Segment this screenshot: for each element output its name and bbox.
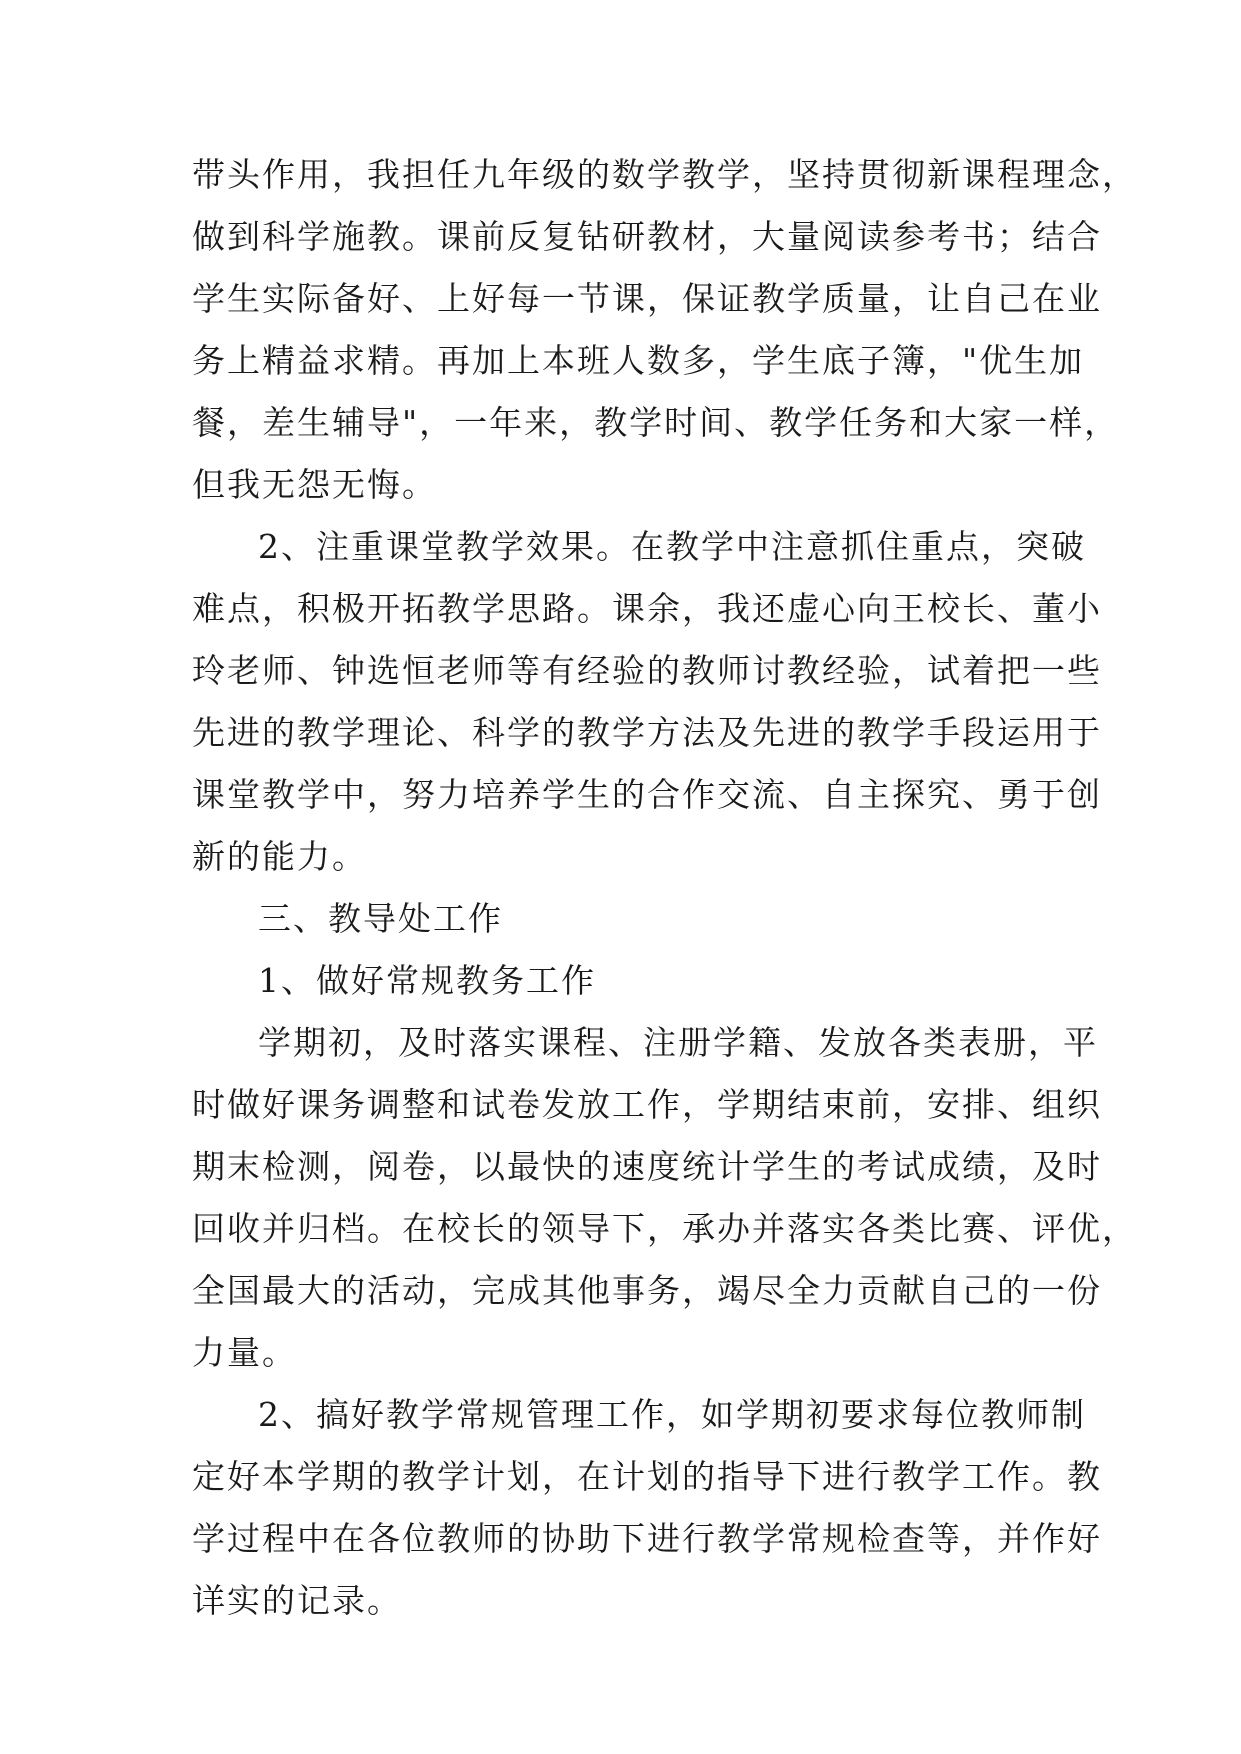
subsection-heading: 1、做好常规教务工作 bbox=[258, 961, 596, 1000]
paragraph-first-line: 学期初，及时落实课程、注册学籍、发放各类表册，平 bbox=[258, 1023, 1098, 1062]
text-line: 务上精益求精。再加上本班人数多，学生底子簿，"优生加 bbox=[192, 341, 1085, 380]
text-line: 时做好课务调整和试卷发放工作，学期结束前，安排、组织 bbox=[192, 1085, 1102, 1124]
paragraph-first-line: 2、搞好教学常规管理工作，如学期初要求每位教师制 bbox=[258, 1395, 1086, 1434]
text-line: 详实的记录。 bbox=[192, 1581, 402, 1620]
text-line: 全国最大的活动，完成其他事务，竭尽全力贡献自己的一份 bbox=[192, 1271, 1102, 1310]
text-line: 定好本学期的教学计划，在计划的指导下进行教学工作。教 bbox=[192, 1457, 1102, 1496]
text-line: 课堂教学中，努力培养学生的合作交流、自主探究、勇于创 bbox=[192, 775, 1102, 814]
text-line: 学生实际备好、上好每一节课，保证教学质量，让自己在业 bbox=[192, 279, 1102, 318]
section-heading: 三、教导处工作 bbox=[258, 899, 503, 938]
text-line: 先进的教学理论、科学的教学方法及先进的教学手段运用于 bbox=[192, 713, 1102, 752]
text-line: 玲老师、钟选恒老师等有经验的教师讨教经验，试着把一些 bbox=[192, 651, 1102, 690]
text-line: 餐，差生辅导"，一年来，教学时间、教学任务和大家一样， bbox=[192, 403, 1120, 442]
text-line: 难点，积极开拓教学思路。课余，我还虚心向王校长、董小 bbox=[192, 589, 1102, 628]
text-line: 新的能力。 bbox=[192, 837, 367, 876]
text-line: 但我无怨无悔。 bbox=[192, 465, 437, 504]
text-line: 带头作用，我担任九年级的数学教学，坚持贯彻新课程理念， bbox=[192, 155, 1137, 194]
text-line: 学过程中在各位教师的协助下进行教学常规检查等，并作好 bbox=[192, 1519, 1102, 1558]
document-body bbox=[192, 144, 1137, 1632]
text-line: 力量。 bbox=[192, 1333, 297, 1372]
paragraph-first-line: 2、注重课堂教学效果。在教学中注意抓住重点，突破 bbox=[258, 527, 1086, 566]
text-line: 回收并归档。在校长的领导下，承办并落实各类比赛、评优， bbox=[192, 1209, 1137, 1248]
text-line: 期末检测，阅卷，以最快的速度统计学生的考试成绩，及时 bbox=[192, 1147, 1102, 1186]
text-line: 做到科学施教。课前反复钻研教材，大量阅读参考书；结合 bbox=[192, 217, 1102, 256]
